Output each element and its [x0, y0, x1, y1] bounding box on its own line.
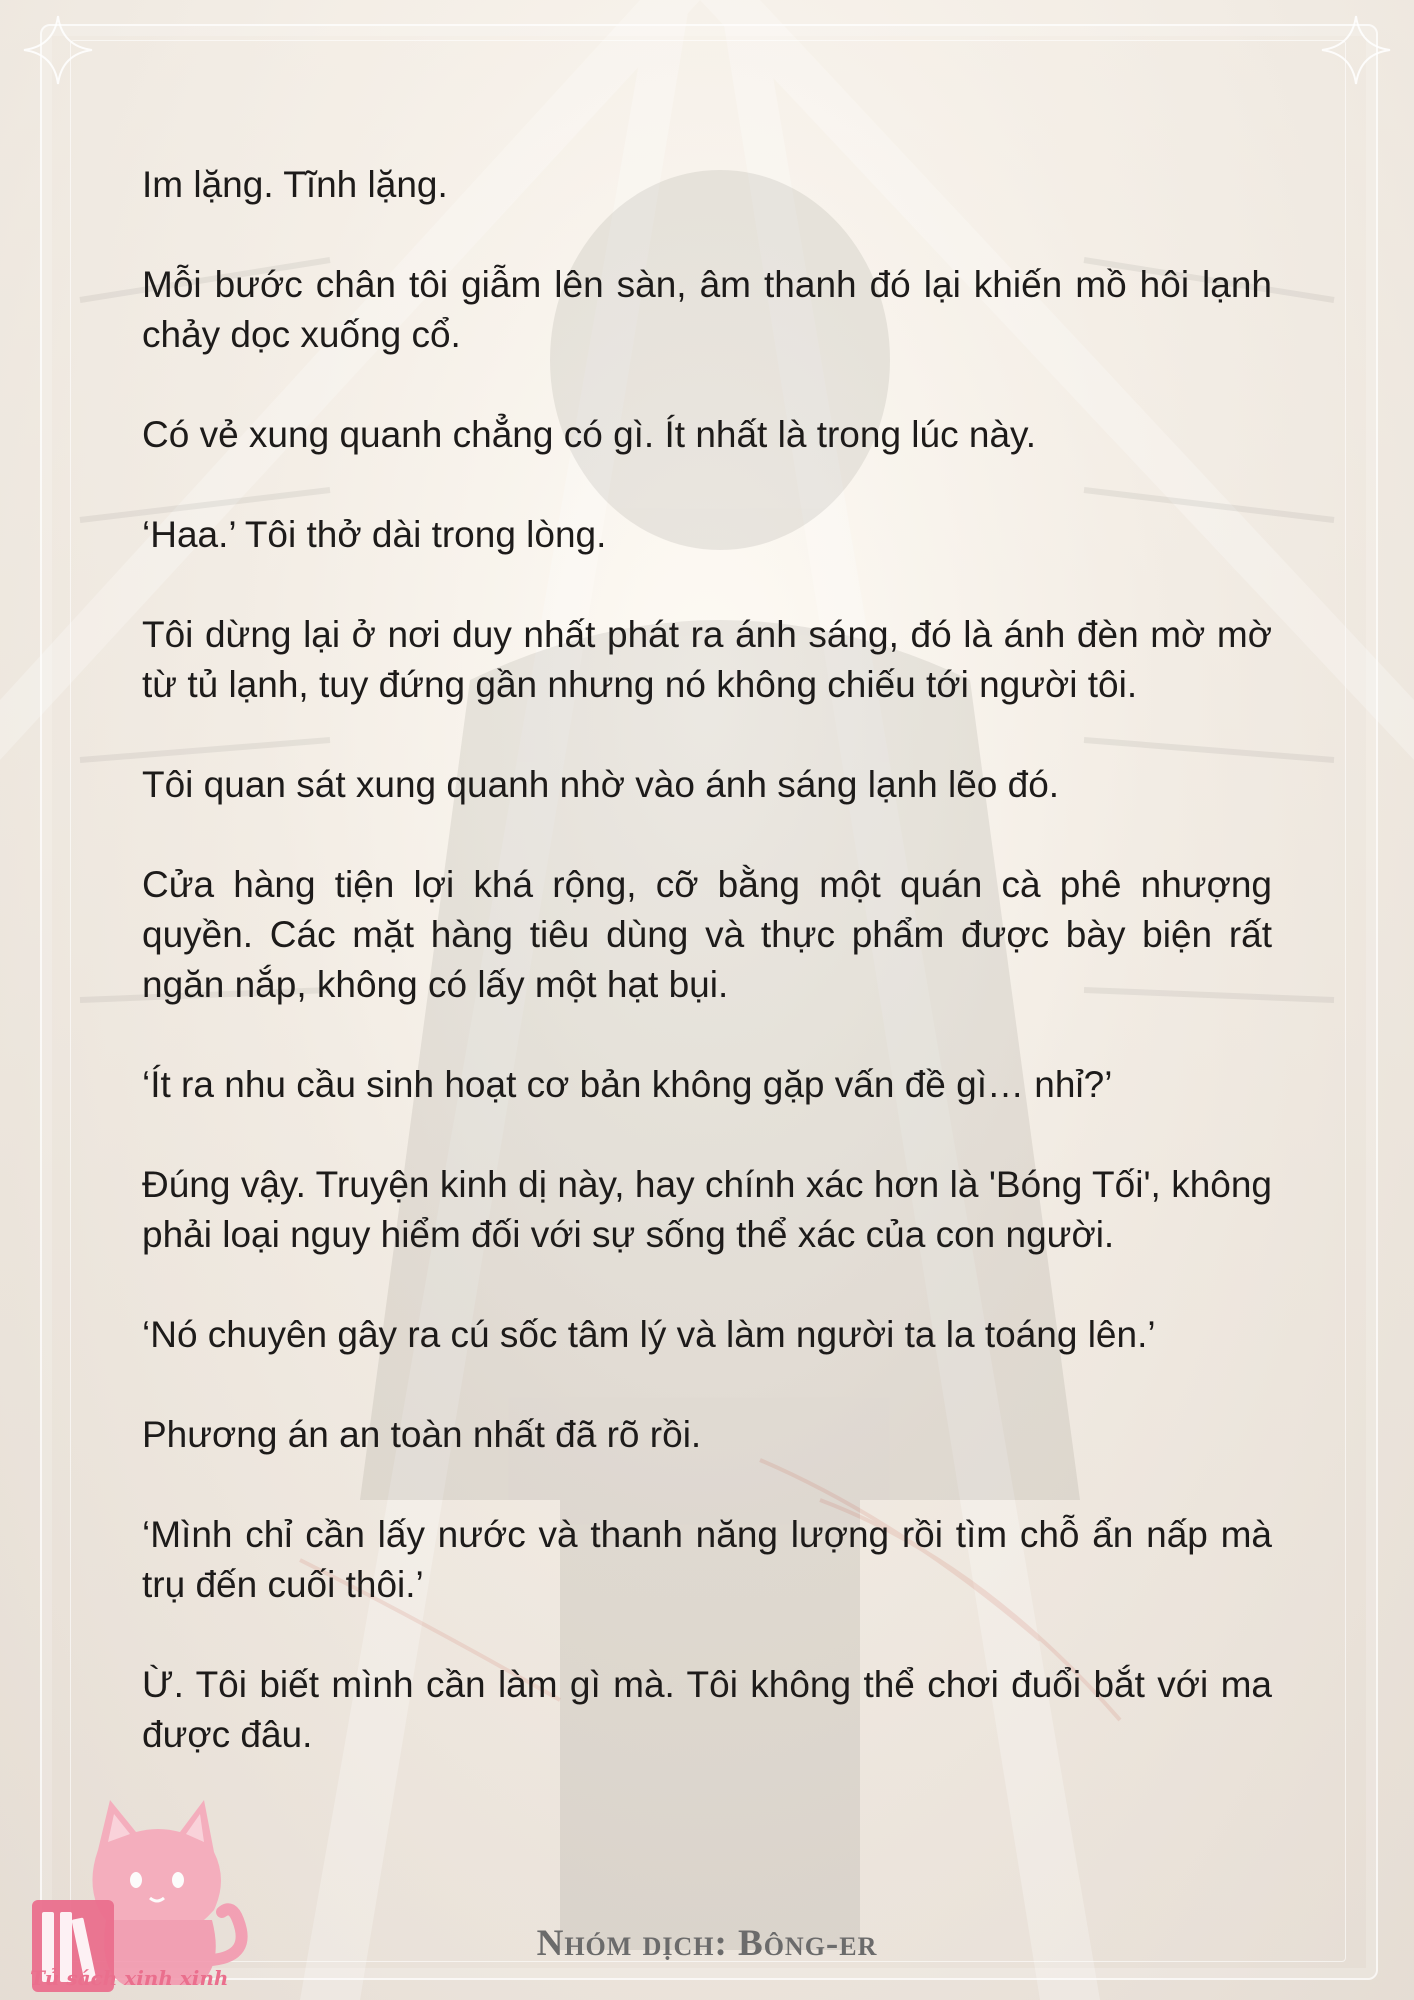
paragraph: Đúng vậy. Truyện kinh dị này, hay chính xác hơn là 'Bóng Tối', không phải loại nguy hiểm đối với sự sống thể xác của con người.: [142, 1164, 1272, 1255]
paragraph: ‘Mình chỉ cần lấy nước và thanh năng lượng rồi tìm chỗ ẩn nấp mà trụ đến cuối thôi.’: [142, 1514, 1272, 1605]
corner-star-ornament-icon: [1316, 10, 1396, 90]
paragraph: Mỗi bước chân tôi giẫm lên sàn, âm thanh đó lại khiến mồ hôi lạnh chảy dọc xuống cổ.: [142, 264, 1272, 355]
logo-caption: Tủ sách xinh xinh: [30, 1966, 229, 1990]
paragraph: Cửa hàng tiện lợi khá rộng, cỡ bằng một quán cà phê nhượng quyền. Các mặt hàng tiêu dùng và thực phẩm được bày biện rất ngăn nắp, không có lấy một hạt bụi.: [142, 864, 1272, 1005]
story-text: [142, 160, 1272, 1760]
paragraph: Có vẻ xung quanh chẳng có gì. Ít nhất là trong lúc này.: [142, 414, 1037, 455]
translator-credit: Nhóm dịch: Bông-er: [536, 1923, 878, 1964]
paragraph: ‘Haa.’ Tôi thở dài trong lòng.: [142, 514, 607, 555]
paragraph: Im lặng. Tĩnh lặng.: [142, 164, 448, 205]
corner-star-ornament-icon: [18, 10, 98, 90]
paragraph: Tôi dừng lại ở nơi duy nhất phát ra ánh sáng, đó là ánh đèn mờ mờ từ tủ lạnh, tuy đứng gần nhưng nó không chiếu tới người tôi.: [142, 614, 1272, 705]
paragraph: Phương án an toàn nhất đã rõ rồi.: [142, 1414, 702, 1455]
paragraph: ‘Nó chuyên gây ra cú sốc tâm lý và làm người ta la toáng lên.’: [142, 1314, 1156, 1355]
paragraph: Ừ. Tôi biết mình cần làm gì mà. Tôi không thể chơi đuổi bắt với ma được đâu.: [142, 1664, 1272, 1755]
paragraph: ‘Ít ra nhu cầu sinh hoạt cơ bản không gặp vấn đề gì… nhỉ?’: [142, 1064, 1113, 1105]
paragraph: Tôi quan sát xung quanh nhờ vào ánh sáng lạnh lẽo đó.: [142, 764, 1060, 805]
